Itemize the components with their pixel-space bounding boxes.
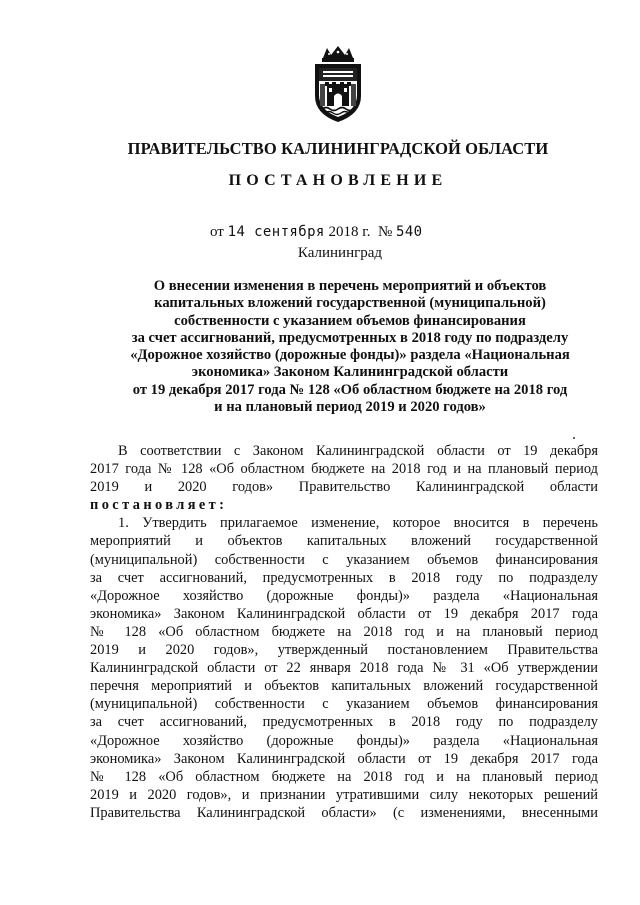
body-line: 2019 и 2020 годов» Правительство Калининградской области xyxy=(90,479,598,496)
year: 2018 г. xyxy=(328,224,371,240)
body-line: мероприятий и объектов капитальных вложений государственной xyxy=(90,533,598,550)
subject-line: капитальных вложений государственной (муниципальной) xyxy=(154,295,546,312)
number-prefix: № xyxy=(377,224,393,240)
document-body xyxy=(90,442,598,822)
body-line: № 128 «Об областном бюджете на 2018 год и на плановый период xyxy=(90,768,598,785)
subject-line: за счет ассигнований, предусмотренных в 2018 году по подразделу xyxy=(131,329,569,346)
body-line: экономика» Законом Калининградской области от 19 декабря 2017 года xyxy=(90,750,598,767)
date-line xyxy=(210,224,423,241)
body-line: № 128 «Об областном бюджете на 2018 год и на плановый период xyxy=(90,623,598,640)
government-title: ПРАВИТЕЛЬСТВО КАЛИНИНГРАДСКОЙ ОБЛАСТИ xyxy=(127,139,549,158)
body-line: «Дорожное хозяйство (дорожные фонды)» раздела «Национальная xyxy=(90,732,598,749)
scan-speck xyxy=(573,437,575,439)
document-type: ПОСТАНОВЛЕНИЕ xyxy=(228,172,448,189)
body-line: 2017 года № 128 «Об областном бюджете на 2018 год и на плановый период xyxy=(90,461,598,478)
subject-line: собственности с указанием объемов финансирования xyxy=(174,312,526,329)
document-subject xyxy=(100,278,600,416)
subject-line: «Дорожное хозяйство (дорожные фонды)» раздела «Национальная xyxy=(130,347,570,364)
coat-of-arms-icon xyxy=(309,44,367,124)
subject-line: от 19 декабря 2017 года № 128 «Об областном бюджете на 2018 год xyxy=(132,381,568,398)
body-line: 2019 и 2020 годов», утвержденный постановлением Правительства xyxy=(90,642,598,659)
subject-line: и на плановый период 2019 и 2020 годов» xyxy=(214,399,486,416)
body-line: (муниципальной) собственности с указанием объемов финансирования xyxy=(90,551,598,568)
body-line: «Дорожное хозяйство (дорожные фонды)» раздела «Национальная xyxy=(90,587,598,604)
body-line: 2019 и 2020 годов», и признании утратившими силу некоторых решений xyxy=(90,786,598,803)
date-prefix: от xyxy=(210,224,224,240)
body-line: экономика» Законом Калининградской области от 19 декабря 2017 года xyxy=(90,605,598,622)
resolves-word: постановляет: xyxy=(90,497,228,514)
subject-line: экономика» Законом Калининградской области xyxy=(191,364,509,381)
body-line: 1. Утвердить прилагаемое изменение, которое вносится в перечень xyxy=(118,515,598,532)
body-line: Калининградской области от 22 января 2018 года № 31 «Об утверждении xyxy=(90,660,598,677)
subject-line: О внесении изменения в перечень мероприятий и объектов xyxy=(153,278,547,294)
city: Калининград xyxy=(297,245,383,261)
document-number: 540 xyxy=(396,224,423,240)
date-value: 14 сентября xyxy=(227,224,325,240)
body-line: перечня мероприятий и объектов капитальных вложений государственной xyxy=(90,678,598,695)
body-line: (муниципальной) собственности с указанием объемов финансирования xyxy=(90,696,598,713)
body-line: за счет ассигнований, предусмотренных в 2018 году по подразделу xyxy=(90,569,598,586)
body-line: за счет ассигнований, предусмотренных в 2018 году по подразделу xyxy=(90,714,598,731)
body-line: В соответствии с Законом Калининградской области от 19 декабря xyxy=(118,443,598,459)
body-line: Правительства Калининградской области» (с изменениями, внесенными xyxy=(90,804,598,821)
